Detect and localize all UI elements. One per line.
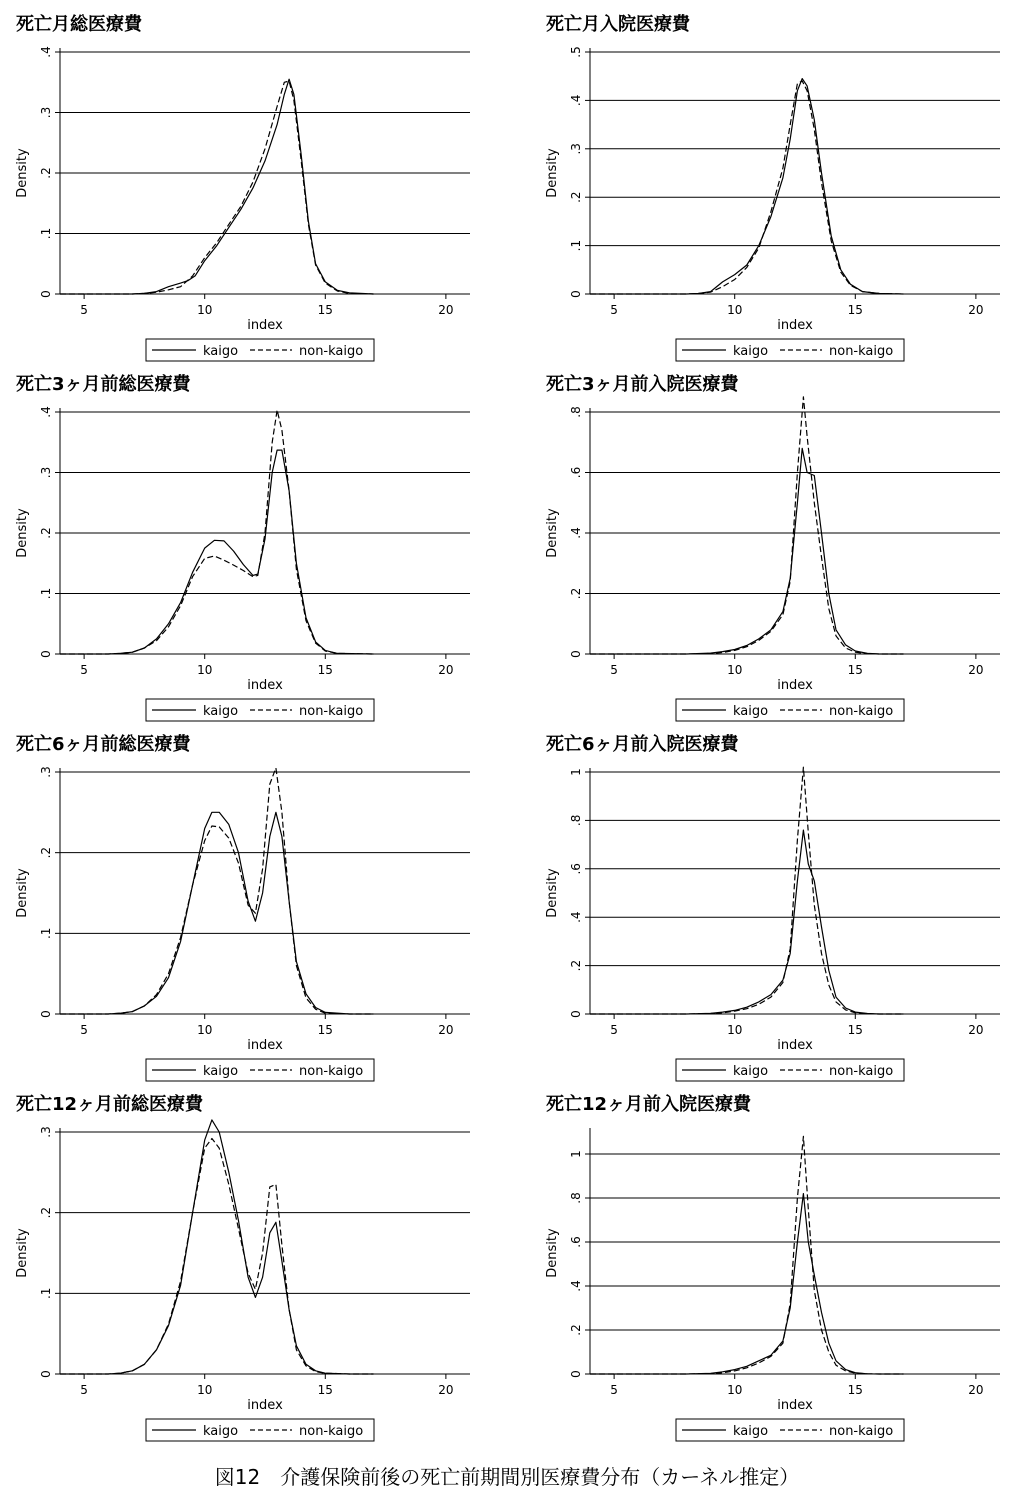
x-tick-label: 20 — [968, 303, 984, 317]
y-tick-label: .4 — [569, 527, 583, 539]
y-tick-label: .3 — [39, 466, 53, 479]
series-line-non-kaigo — [590, 1136, 904, 1374]
y-tick-label: .1 — [39, 227, 53, 240]
series-line-non-kaigo — [60, 768, 374, 1014]
y-tick-label: .3 — [569, 143, 583, 155]
x-tick-label: 15 — [847, 1383, 863, 1397]
y-axis-label: Density — [15, 508, 30, 558]
y-tick-label: 0 — [39, 650, 53, 658]
y-tick-label: .2 — [39, 167, 53, 179]
legend — [676, 1419, 904, 1441]
legend-label-non-kaigo: non-kaigo — [299, 1424, 364, 1439]
x-tick-label: 10 — [197, 1383, 213, 1397]
y-tick-label: .2 — [39, 1206, 53, 1219]
y-axis-label: Density — [15, 868, 30, 918]
x-tick-label: 10 — [197, 663, 213, 677]
chart-panel — [15, 1093, 470, 1441]
y-tick-label: .8 — [569, 814, 583, 827]
y-tick-label: .1 — [39, 1287, 53, 1300]
series-line-non-kaigo — [60, 1139, 374, 1375]
series-line-kaigo — [60, 79, 374, 294]
y-tick-label: 0 — [569, 650, 583, 658]
y-tick-label: .4 — [39, 406, 53, 418]
x-tick-label: 20 — [968, 1023, 984, 1037]
x-tick-label: 10 — [727, 663, 743, 677]
y-tick-label: .4 — [569, 94, 583, 107]
legend — [676, 1059, 904, 1081]
x-axis-label: index — [247, 1398, 283, 1413]
series-line-non-kaigo — [590, 397, 904, 654]
legend-label-non-kaigo: non-kaigo — [299, 704, 364, 719]
x-tick-label: 15 — [847, 663, 863, 677]
legend-label-non-kaigo: non-kaigo — [829, 1424, 894, 1439]
x-tick-label: 5 — [610, 663, 618, 677]
x-axis-label: index — [777, 318, 813, 333]
chart-panel — [545, 1093, 1000, 1441]
legend-label-non-kaigo: non-kaigo — [299, 344, 364, 359]
x-tick-label: 15 — [317, 663, 333, 677]
y-tick-label: .5 — [569, 46, 583, 58]
y-tick-label: 1 — [569, 768, 583, 776]
chart-panel — [545, 373, 1000, 721]
y-tick-label: .4 — [39, 46, 53, 58]
y-tick-label: 0 — [39, 1010, 53, 1018]
x-axis-label: index — [247, 318, 283, 333]
chart-title: 死亡6ヶ月前入院医療費 — [546, 734, 739, 755]
legend-label-kaigo: kaigo — [203, 704, 239, 719]
x-tick-label: 15 — [317, 1383, 333, 1397]
series-line-kaigo — [590, 1194, 904, 1374]
chart-title: 死亡6ヶ月前総医療費 — [16, 734, 191, 755]
x-tick-label: 5 — [80, 663, 88, 677]
legend-label-non-kaigo: non-kaigo — [829, 1064, 894, 1079]
y-tick-label: 0 — [569, 1010, 583, 1018]
y-tick-label: .3 — [39, 106, 53, 119]
series-line-kaigo — [590, 448, 904, 654]
chart-title: 死亡月入院医療費 — [546, 14, 690, 35]
chart-title: 死亡月総医療費 — [16, 14, 142, 35]
x-tick-label: 20 — [438, 303, 454, 317]
x-tick-label: 10 — [727, 1383, 743, 1397]
x-tick-label: 5 — [610, 1023, 618, 1037]
legend-label-kaigo: kaigo — [203, 1424, 239, 1439]
y-axis-label: Density — [545, 148, 560, 198]
legend — [146, 339, 374, 361]
x-tick-label: 5 — [610, 303, 618, 317]
series-line-kaigo — [590, 79, 904, 294]
legend-label-non-kaigo: non-kaigo — [829, 344, 894, 359]
chart-title: 死亡3ヶ月前入院医療費 — [546, 374, 739, 395]
y-axis-label: Density — [545, 1228, 560, 1278]
x-tick-label: 20 — [968, 1383, 984, 1397]
series-line-kaigo — [590, 830, 904, 1014]
legend — [146, 1059, 374, 1081]
legend — [146, 1419, 374, 1441]
legend — [146, 699, 374, 721]
chart-panel — [15, 373, 470, 721]
y-axis-label: Density — [15, 1228, 30, 1278]
y-axis-label: Density — [545, 508, 560, 558]
x-axis-label: index — [247, 678, 283, 693]
x-tick-label: 10 — [197, 303, 213, 317]
y-tick-label: .6 — [569, 863, 583, 875]
x-tick-label: 5 — [80, 1023, 88, 1037]
y-tick-label: 0 — [569, 1370, 583, 1378]
chart-panel — [15, 733, 470, 1081]
x-tick-label: 10 — [727, 1023, 743, 1037]
series-line-kaigo — [60, 450, 374, 654]
chart-title: 死亡12ヶ月前総医療費 — [16, 1094, 204, 1115]
y-tick-label: .6 — [569, 466, 583, 479]
x-tick-label: 5 — [80, 303, 88, 317]
y-tick-label: .1 — [569, 239, 583, 252]
x-tick-label: 5 — [610, 1383, 618, 1397]
y-tick-label: .8 — [569, 1192, 583, 1204]
legend — [676, 699, 904, 721]
series-line-non-kaigo — [590, 767, 904, 1014]
x-tick-label: 5 — [80, 1383, 88, 1397]
y-tick-label: .3 — [39, 1126, 53, 1138]
x-tick-label: 20 — [438, 663, 454, 677]
legend-label-kaigo: kaigo — [733, 1064, 769, 1079]
chart-panel — [545, 733, 1000, 1081]
legend-label-kaigo: kaigo — [203, 344, 239, 359]
chart-panel — [545, 13, 1000, 361]
series-line-non-kaigo — [60, 410, 374, 654]
chart-panels — [15, 13, 1000, 1441]
chart-panel — [15, 13, 470, 361]
y-tick-label: .2 — [569, 587, 583, 600]
y-tick-label: .2 — [569, 1324, 583, 1336]
x-axis-label: index — [247, 1038, 283, 1053]
y-tick-label: .4 — [569, 911, 583, 923]
y-tick-label: 0 — [569, 290, 583, 298]
figure-caption: 図12 介護保険前後の死亡前期間別医療費分布（カーネル推定） — [214, 1465, 800, 1489]
x-tick-label: 20 — [438, 1383, 454, 1397]
chart-title: 死亡12ヶ月前入院医療費 — [546, 1094, 752, 1115]
y-tick-label: .4 — [569, 1280, 583, 1292]
y-tick-label: .6 — [569, 1236, 583, 1248]
y-tick-label: .8 — [569, 406, 583, 418]
legend — [676, 339, 904, 361]
y-tick-label: .2 — [569, 191, 583, 203]
x-tick-label: 15 — [847, 1023, 863, 1037]
legend-label-kaigo: kaigo — [733, 1424, 769, 1439]
x-axis-label: index — [777, 1398, 813, 1413]
x-tick-label: 15 — [317, 303, 333, 317]
chart-title: 死亡3ヶ月前総医療費 — [16, 374, 191, 395]
y-axis-label: Density — [545, 868, 560, 918]
y-tick-label: .1 — [39, 927, 53, 940]
legend-label-non-kaigo: non-kaigo — [299, 1064, 364, 1079]
legend-label-non-kaigo: non-kaigo — [829, 704, 894, 719]
x-tick-label: 10 — [197, 1023, 213, 1037]
legend-label-kaigo: kaigo — [733, 344, 769, 359]
series-line-kaigo — [60, 812, 374, 1014]
y-tick-label: .2 — [39, 527, 53, 539]
y-tick-label: 1 — [569, 1150, 583, 1158]
legend-label-kaigo: kaigo — [203, 1064, 239, 1079]
y-axis-label: Density — [15, 148, 30, 198]
y-tick-label: 0 — [39, 1370, 53, 1378]
y-tick-label: .2 — [569, 959, 583, 972]
series-line-kaigo — [60, 1120, 374, 1374]
x-tick-label: 20 — [968, 663, 984, 677]
x-tick-label: 20 — [438, 1023, 454, 1037]
series-line-non-kaigo — [590, 81, 904, 294]
y-tick-label: 0 — [39, 290, 53, 298]
x-tick-label: 15 — [317, 1023, 333, 1037]
y-tick-label: .3 — [39, 766, 53, 778]
x-axis-label: index — [777, 678, 813, 693]
x-tick-label: 15 — [847, 303, 863, 317]
legend-label-kaigo: kaigo — [733, 704, 769, 719]
x-tick-label: 10 — [727, 303, 743, 317]
x-axis-label: index — [777, 1038, 813, 1053]
y-tick-label: .2 — [39, 846, 53, 859]
y-tick-label: .1 — [39, 587, 53, 600]
